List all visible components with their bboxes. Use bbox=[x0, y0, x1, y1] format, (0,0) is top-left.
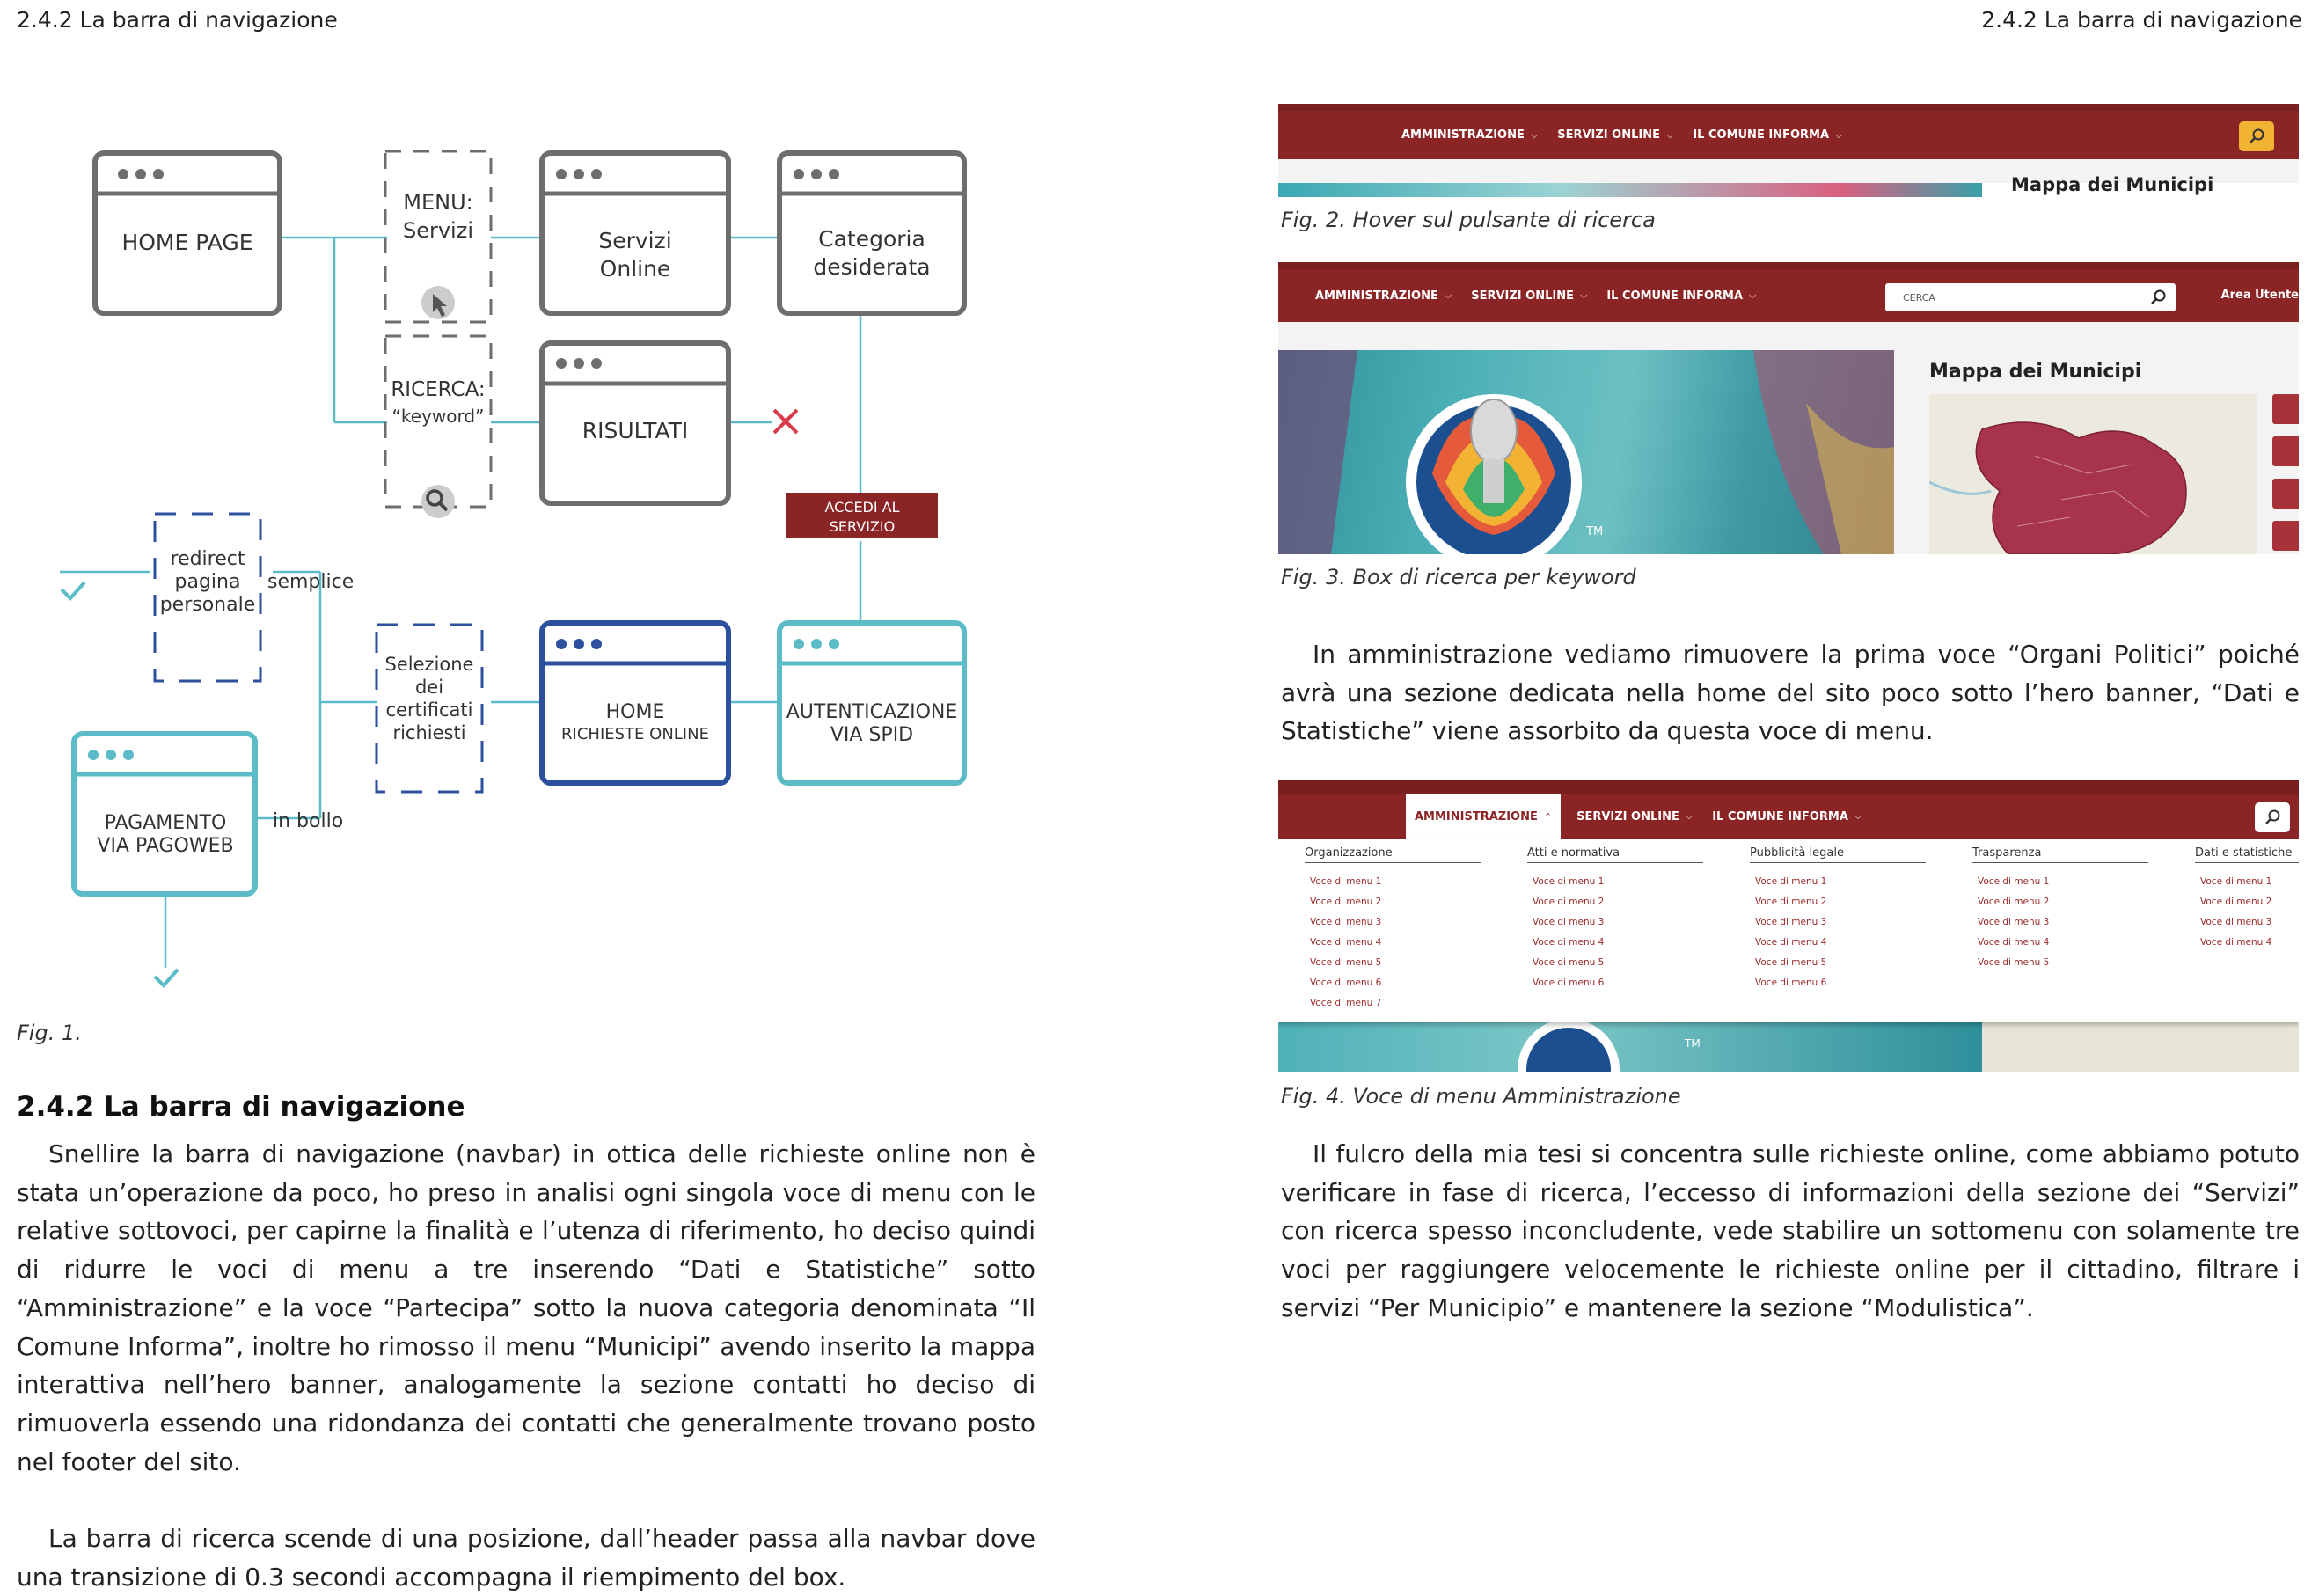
mega-col-title: Dati e statistiche bbox=[2195, 846, 2299, 863]
selezione-box bbox=[377, 625, 482, 792]
navbar bbox=[1278, 794, 2299, 839]
servizi-online-box bbox=[542, 153, 728, 313]
mega-menu-item[interactable]: Voce di menu 6 bbox=[1755, 977, 1827, 988]
home-page-label: HOME PAGE bbox=[121, 230, 253, 255]
mega-menu-item[interactable]: Voce di menu 3 bbox=[1978, 917, 2050, 927]
map-title: Mappa dei Municipi bbox=[1929, 361, 2142, 383]
home-richieste-label-1: HOME bbox=[605, 701, 665, 723]
chevron-down-icon: ⌵ bbox=[1444, 289, 1452, 301]
side-button[interactable] bbox=[2272, 394, 2299, 424]
mega-menu-item[interactable]: Voce di menu 1 bbox=[1533, 876, 1605, 887]
mega-col-trasparenza bbox=[1972, 846, 2148, 973]
mega-menu-item[interactable]: Voce di menu 2 bbox=[1755, 897, 1827, 907]
nav-item-amministrazione[interactable]: AMMINISTRAZIONE ⌵ bbox=[1401, 128, 1539, 142]
hero-banner-image bbox=[1278, 350, 1894, 554]
ricerca-label-2: “keyword” bbox=[391, 406, 485, 427]
in-bollo-label: in bollo bbox=[273, 810, 344, 832]
selezione-label-1: Selezione bbox=[384, 654, 474, 675]
right-paragraph-2: Il fulcro della mia tesi si concentra sulle richieste online, come abbiamo potuto verificare in fase di ricerca, l’eccesso di informazioni della sezione dei “Servizi” con ricerca spesso inconcludente, vede stabilire un sottomenu con solamente tre voci per raggiungere velocemente le richieste online per il cittadino, filtrare i servizi “Per Municipio” e mantenere la sezione “Modulistica”. bbox=[1281, 1139, 2300, 1322]
mega-menu-item[interactable]: Voce di menu 4 bbox=[1755, 937, 1827, 948]
menu-servizi-box bbox=[385, 151, 491, 322]
mega-col-dati bbox=[2195, 846, 2299, 953]
mega-col-atti bbox=[1527, 846, 1703, 993]
mega-menu-item[interactable]: Voce di menu 2 bbox=[1978, 897, 2050, 907]
side-button[interactable] bbox=[2272, 479, 2299, 509]
mega-menu-item[interactable]: Voce di menu 1 bbox=[1755, 876, 1827, 887]
pagamento-box bbox=[74, 734, 255, 894]
chevron-up-icon: ⌃ bbox=[1543, 810, 1553, 823]
servizi-online-label-2: Online bbox=[599, 256, 671, 282]
side-button[interactable] bbox=[2272, 436, 2299, 466]
mega-menu-item[interactable]: Voce di menu 4 bbox=[1310, 937, 1382, 948]
search-placeholder: CERCA bbox=[1903, 291, 1935, 304]
risultati-box bbox=[542, 343, 728, 503]
pagamento-label-2: VIA PAGOWEB bbox=[97, 835, 234, 857]
hero-banner-strip bbox=[1278, 1017, 1982, 1072]
search-icon[interactable] bbox=[2149, 289, 2167, 306]
mega-col-title: Atti e normativa bbox=[1527, 846, 1703, 863]
mega-col-pubblicita bbox=[1750, 846, 1926, 993]
mega-menu-item[interactable]: Voce di menu 1 bbox=[1978, 876, 2050, 887]
left-paragraph-2: La barra di ricerca scende di una posizione, dall’header passa alla navbar dove una transizione di 0.3 secondi accompagna il riempimento del box. bbox=[17, 1524, 1035, 1592]
left-paragraph-1: Snellire la barra di navigazione (navbar) in ottica delle richieste online non è stata un’operazione da poco, ho preso in analisi ogni singola voce di menu con le relative sottovoci, per capirne la finalità e l’utenza di riferimento, ho deciso quindi di ridurre le voci di menu a tre inserendo “Dati e Statistiche” sotto “Amministrazione” e la voce “Partecipa” sotto la nuova categoria denominata “Il Comune Informa”, inoltre ho rimosso il menu “Municipi” avendo inserito la mappa interattiva nell’hero banner, analogamente la sezione contatti ho deciso di rimuoverla essendo una ridondanza dei contatti che generalmente trovano posto nel footer del sito. bbox=[17, 1139, 1035, 1476]
mega-menu-item[interactable]: Voce di menu 3 bbox=[1310, 917, 1382, 927]
check-icon-bottom bbox=[155, 970, 178, 985]
hero-illustration bbox=[1278, 1017, 1982, 1072]
mega-menu-item[interactable]: Voce di menu 1 bbox=[2200, 876, 2272, 887]
search-button[interactable] bbox=[2255, 802, 2290, 832]
ricerca-label-1: RICERCA: bbox=[391, 378, 486, 401]
categoria-label-2: desiderata bbox=[813, 254, 931, 280]
redirect-box bbox=[155, 514, 260, 681]
mega-menu-item[interactable]: Voce di menu 2 bbox=[1310, 897, 1382, 907]
map-title: Mappa dei Municipi bbox=[2011, 174, 2214, 195]
chevron-down-icon: ⌵ bbox=[1579, 289, 1588, 301]
euro-trophy-illustration bbox=[1278, 350, 1894, 554]
mega-menu-item[interactable]: Voce di menu 3 bbox=[1755, 917, 1827, 927]
nav-item-il-comune-informa[interactable]: IL COMUNE INFORMA ⌵ bbox=[1606, 289, 1757, 303]
nav-item-servizi-online[interactable]: SERVIZI ONLINE ⌵ bbox=[1576, 809, 1694, 824]
figure-2-screenshot bbox=[1278, 104, 2299, 197]
search-icon bbox=[2264, 809, 2281, 826]
categoria-label-1: Categoria bbox=[818, 226, 925, 252]
home-richieste-label-2: RICHIESTE ONLINE bbox=[561, 725, 709, 743]
selezione-label-4: richiesti bbox=[392, 722, 466, 743]
nav-item-amministrazione-active[interactable]: AMMINISTRAZIONE ⌃ bbox=[1406, 794, 1561, 839]
semplice-label: semplice bbox=[267, 571, 355, 593]
figure-4-caption: Fig. 4. Voce di menu Amministrazione bbox=[1281, 1084, 1681, 1109]
close-icon bbox=[774, 410, 797, 433]
map-strip bbox=[1982, 1017, 2299, 1072]
chevron-down-icon: ⌵ bbox=[1665, 128, 1674, 141]
figure-3-caption: Fig. 3. Box di ricerca per keyword bbox=[1281, 565, 1636, 589]
mega-menu-item[interactable]: Voce di menu 3 bbox=[1533, 917, 1605, 927]
mega-menu-item[interactable]: Voce di menu 4 bbox=[1533, 937, 1605, 948]
navbar bbox=[1278, 111, 2299, 159]
nav-item-amministrazione[interactable]: AMMINISTRAZIONE ⌵ bbox=[1315, 289, 1452, 303]
side-button[interactable] bbox=[2272, 521, 2299, 551]
chevron-down-icon: ⌵ bbox=[1685, 810, 1694, 822]
nav-item-servizi-online[interactable]: SERVIZI ONLINE ⌵ bbox=[1471, 289, 1588, 303]
mega-menu-item[interactable]: Voce di menu 5 bbox=[1310, 957, 1382, 968]
mega-col-title: Trasparenza bbox=[1972, 846, 2148, 863]
redirect-label-2: pagina bbox=[174, 571, 241, 593]
accedi-servizio-badge bbox=[786, 493, 938, 538]
figure-3-screenshot bbox=[1278, 262, 2299, 554]
pagamento-label-1: PAGAMENTO bbox=[104, 812, 227, 834]
chevron-down-icon: ⌵ bbox=[1530, 128, 1539, 141]
mega-col-organizzazione bbox=[1305, 846, 1481, 1014]
chevron-down-icon: ⌵ bbox=[1749, 289, 1757, 301]
right-body-2 bbox=[1281, 1135, 2300, 1328]
redirect-label-3: personale bbox=[159, 594, 256, 616]
autenticazione-label-2: VIA SPID bbox=[830, 724, 914, 746]
mega-menu-item[interactable]: Voce di menu 5 bbox=[1978, 957, 2050, 968]
side-buttons bbox=[2272, 394, 2299, 554]
running-head-right: 2.4.2 La barra di navigazione bbox=[1981, 7, 2302, 33]
selezione-label-2: dei bbox=[414, 677, 444, 698]
mega-menu-item[interactable]: Voce di menu 5 bbox=[1533, 957, 1605, 968]
flow-diagram bbox=[53, 132, 977, 994]
home-page-box bbox=[95, 153, 280, 313]
menu-label-1: MENU: bbox=[403, 190, 473, 215]
ricerca-box bbox=[385, 336, 491, 518]
mega-menu bbox=[1278, 839, 2299, 1022]
nav-item-il-comune-informa[interactable]: IL COMUNE INFORMA ⌵ bbox=[1693, 128, 1843, 142]
tm-mark: TM bbox=[1685, 1037, 1701, 1050]
accedi-label-1: ACCEDI AL bbox=[824, 499, 900, 516]
redirect-label-1: redirect bbox=[170, 548, 245, 570]
mega-col-title: Organizzazione bbox=[1305, 846, 1481, 863]
mega-menu-item[interactable]: Voce di menu 7 bbox=[1310, 998, 1382, 1008]
mega-menu-item[interactable]: Voce di menu 4 bbox=[2200, 937, 2272, 948]
mega-menu-item[interactable]: Voce di menu 2 bbox=[1533, 897, 1605, 907]
check-icon-top bbox=[62, 582, 84, 598]
mega-menu-item[interactable]: Voce di menu 4 bbox=[1978, 937, 2050, 948]
menu-label-2: Servizi bbox=[402, 218, 474, 243]
section-heading: 2.4.2 La barra di navigazione bbox=[17, 1091, 465, 1123]
running-head-left: 2.4.2 La barra di navigazione bbox=[17, 7, 338, 33]
risultati-label: RISULTATI bbox=[582, 418, 689, 443]
hero-banner-strip bbox=[1278, 183, 1982, 197]
chevron-down-icon: ⌵ bbox=[1854, 810, 1862, 822]
autenticazione-label-1: AUTENTICAZIONE bbox=[786, 701, 958, 723]
accedi-label-2: SERVIZIO bbox=[829, 518, 896, 535]
categoria-desiderata-box bbox=[779, 153, 964, 313]
mega-menu-item[interactable]: Voce di menu 2 bbox=[2200, 897, 2272, 907]
nav-item-servizi-online[interactable]: SERVIZI ONLINE ⌵ bbox=[1557, 128, 1674, 142]
search-input[interactable] bbox=[1885, 283, 2176, 311]
mega-menu-item[interactable]: Voce di menu 1 bbox=[1310, 876, 1382, 887]
chevron-down-icon: ⌵ bbox=[1835, 128, 1843, 141]
search-icon bbox=[2248, 128, 2265, 145]
mega-menu-item[interactable]: Voce di menu 6 bbox=[1533, 977, 1605, 988]
municipi-map[interactable] bbox=[1929, 394, 2257, 554]
map-illustration bbox=[1929, 394, 2257, 554]
right-body-1 bbox=[1281, 635, 2300, 750]
home-richieste-box bbox=[542, 623, 728, 783]
figure-2-caption: Fig. 2. Hover sul pulsante di ricerca bbox=[1281, 208, 1656, 232]
mega-menu-item[interactable]: Voce di menu 3 bbox=[2200, 917, 2272, 927]
mega-menu-item[interactable]: Voce di menu 6 bbox=[1310, 977, 1382, 988]
tm-mark: TM bbox=[1586, 525, 1604, 538]
search-button[interactable] bbox=[2239, 121, 2274, 151]
figure-4-screenshot bbox=[1278, 780, 2299, 1072]
nav-item-il-comune-informa[interactable]: IL COMUNE INFORMA ⌵ bbox=[1712, 809, 1862, 824]
area-utente-link[interactable]: Area Utente bbox=[2220, 289, 2299, 302]
selezione-label-3: certificati bbox=[385, 699, 473, 721]
mega-menu-item[interactable]: Voce di menu 5 bbox=[1755, 957, 1827, 968]
right-paragraph-1: In amministrazione vediamo rimuovere la prima voce “Organi Politici” poiché avrà una sezione dedicata nella home del sito poco sotto l’hero banner, “Dati e Statistiche” viene assorbito da questa voce di menu. bbox=[1281, 640, 2300, 746]
figure-1-caption: Fig. 1. bbox=[17, 1021, 82, 1045]
servizi-online-label-1: Servizi bbox=[598, 228, 672, 253]
left-body bbox=[17, 1135, 1035, 1596]
autenticazione-box bbox=[779, 623, 964, 783]
mega-col-title: Pubblicità legale bbox=[1750, 846, 1926, 863]
